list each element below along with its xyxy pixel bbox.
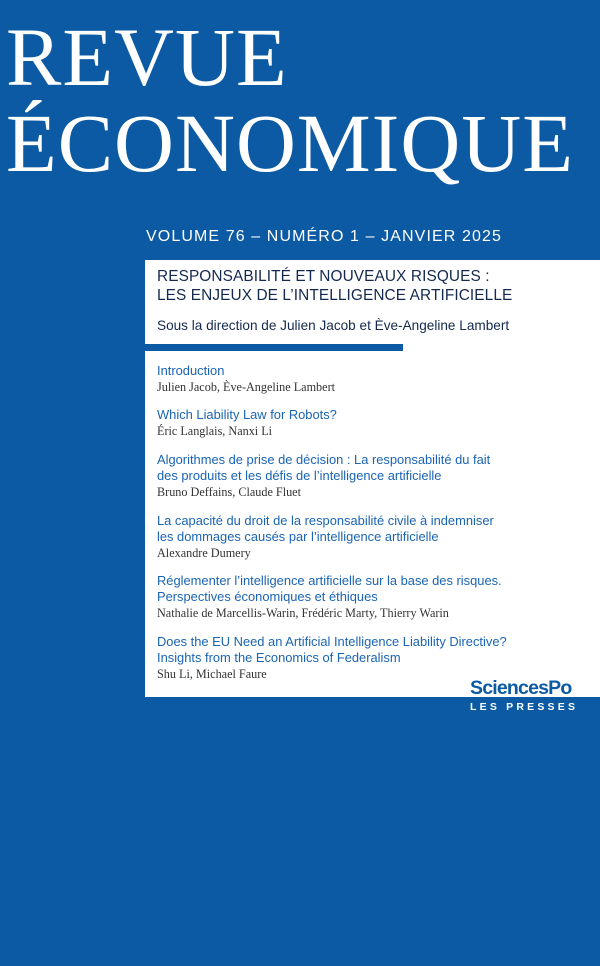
article-title-line: des produits et les défis de l’intelligence artificielle <box>157 468 442 484</box>
accent-bar <box>145 344 403 351</box>
article-title-line: Perspectives économiques et éthiques <box>157 589 378 605</box>
article-title <box>157 407 337 423</box>
article-title <box>157 573 502 605</box>
article-title-line: Which Liability Law for Robots? <box>157 407 337 422</box>
issue-info: VOLUME 76 – NUMÉRO 1 – JANVIER 2025 <box>146 228 502 245</box>
journal-title-line-1: REVUE <box>6 11 288 103</box>
article-title-line: La capacité du droit de la responsabilité civile à indemniser <box>157 513 494 528</box>
issue-editors: Sous la direction de Julien Jacob et Ève-Angeline Lambert <box>157 318 510 333</box>
article-entry <box>157 363 335 395</box>
article-entry <box>157 573 502 621</box>
article-entry <box>157 452 490 500</box>
article-title-line: Réglementer l’intelligence artificielle sur la base des risques. <box>157 573 502 588</box>
article-authors: Shu Li, Michael Faure <box>157 667 267 682</box>
issue-theme-title <box>157 268 512 305</box>
article-title-line: Insights from the Economics of Federalism <box>157 650 401 666</box>
article-authors: Alexandre Dumery <box>157 546 251 561</box>
contents-panel <box>145 260 600 697</box>
article-title <box>157 363 335 379</box>
issue-theme-title-line-1: RESPONSABILITÉ ET NOUVEAUX RISQUES : <box>157 268 490 285</box>
article-authors: Julien Jacob, Ève-Angeline Lambert <box>157 380 336 395</box>
publisher-logo-subline: LES PRESSES <box>470 701 579 713</box>
article-title-line: les dommages causés par l’intelligence artificielle <box>157 529 439 545</box>
article-entry <box>157 634 507 682</box>
publisher-logo-name: SciencesPo <box>470 677 572 699</box>
sciencespo-presses-logo <box>470 677 590 714</box>
journal-title-line-2: ÉCONOMIQUE <box>6 97 574 189</box>
article-entry <box>157 513 494 561</box>
issue-theme-title-line-2: LES ENJEUX DE L’INTELLIGENCE ARTIFICIELLE <box>157 286 513 304</box>
article-authors: Nathalie de Marcellis-Warin, Frédéric Marty, Thierry Warin <box>157 606 449 621</box>
article-title-line: Introduction <box>157 363 225 378</box>
article-authors: Éric Langlais, Nanxi Li <box>157 424 273 439</box>
article-title <box>157 513 494 545</box>
article-entry <box>157 407 337 439</box>
article-title <box>157 634 507 666</box>
article-title <box>157 452 490 484</box>
article-title-line: Does the EU Need an Artificial Intelligence Liability Directive? <box>157 634 507 649</box>
article-title-line: Algorithmes de prise de décision : La responsabilité du fait <box>157 452 491 467</box>
article-authors: Bruno Deffains, Claude Fluet <box>157 485 301 500</box>
